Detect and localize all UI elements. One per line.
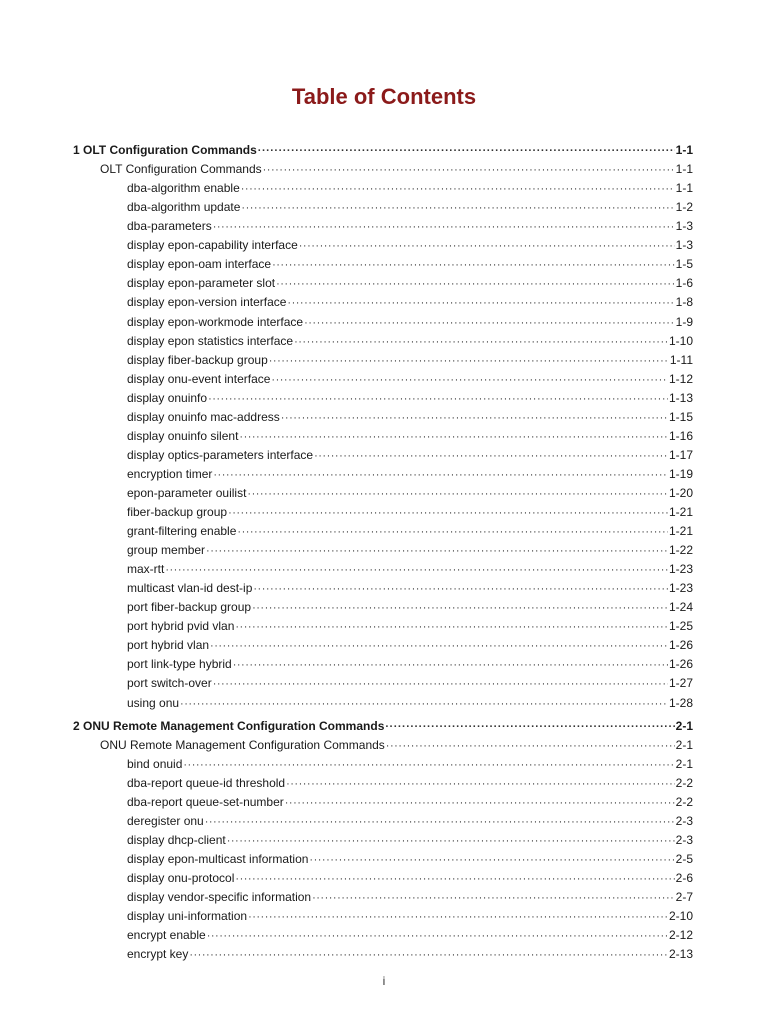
toc-entry[interactable] <box>127 256 693 272</box>
toc-dot-leader <box>228 505 668 521</box>
toc-entry-label: using onu <box>127 695 180 710</box>
toc-entry[interactable] <box>127 889 693 905</box>
page-title: Table of Contents <box>291 84 477 109</box>
toc-dot-leader <box>237 524 668 540</box>
toc-dot-leader <box>210 638 668 654</box>
toc-entry-label: port hybrid vlan <box>127 638 210 653</box>
toc-dot-leader <box>271 372 668 388</box>
toc-entry-page: 2-6 <box>675 870 693 885</box>
toc-entry[interactable] <box>127 523 693 539</box>
toc-entry-label: display epon-capability interface <box>127 238 298 253</box>
toc-entry[interactable] <box>127 832 693 848</box>
toc-entry-page: 1-2 <box>675 200 693 215</box>
toc-entry-page: 1-17 <box>668 447 693 462</box>
toc-entry[interactable] <box>127 675 693 691</box>
toc-entry[interactable] <box>127 237 693 253</box>
toc-entry[interactable] <box>127 333 693 349</box>
toc-entry-label: port link-type hybrid <box>127 657 232 672</box>
toc-dot-leader <box>208 391 668 407</box>
toc-dot-leader <box>233 657 668 673</box>
toc-entry-label: port fiber-backup group <box>127 600 252 615</box>
toc-dot-leader <box>205 814 675 830</box>
toc-entry[interactable] <box>127 908 693 924</box>
toc-entry-page: 1-23 <box>668 562 693 577</box>
toc-entry-page: 1-1 <box>675 181 693 196</box>
toc-dot-leader <box>272 257 675 273</box>
toc-dot-leader <box>241 200 674 216</box>
toc-entry-page: 1-24 <box>668 600 693 615</box>
toc-entry-page: 2-10 <box>668 909 693 923</box>
toc-entry-label: bind onuid <box>127 756 183 771</box>
toc-entry-label: display epon statistics interface <box>127 333 294 348</box>
toc-entry-label: display onu-event interface <box>127 371 271 386</box>
toc-entry[interactable] <box>127 946 693 962</box>
toc-entry-page: 2-1 <box>675 718 693 733</box>
toc-entry-page: 2-7 <box>675 889 693 904</box>
toc-entry[interactable] <box>127 542 693 558</box>
toc-dot-leader <box>281 410 668 426</box>
toc-entry-page: 1-19 <box>668 466 693 481</box>
toc-entry-label: display onu-protocol <box>127 870 235 885</box>
toc-entry-page: 2-3 <box>675 813 693 828</box>
toc-entry[interactable] <box>127 485 693 501</box>
toc-entry-page: 2-1 <box>675 756 693 771</box>
toc-entry-label: display optics-parameters interface <box>127 447 314 462</box>
toc-entry-label: display epon-multicast information <box>127 851 309 866</box>
toc-entry-page: 1-13 <box>668 390 693 405</box>
toc-dot-leader <box>285 795 675 811</box>
toc-entry[interactable] <box>127 561 693 577</box>
toc-entry-page: 1-26 <box>668 657 693 672</box>
toc-entry[interactable] <box>127 428 693 444</box>
toc-entry[interactable] <box>127 199 693 215</box>
toc-entry-label: grant-filtering enable <box>127 524 237 538</box>
toc-entry[interactable] <box>100 737 693 753</box>
toc-entry-label: 2 ONU Remote Management Configuration Commands <box>73 718 385 733</box>
toc-entry[interactable] <box>73 718 693 734</box>
toc-dot-leader <box>286 776 675 792</box>
toc-entry[interactable] <box>127 447 693 463</box>
toc-dot-leader <box>253 581 668 597</box>
toc-dot-leader <box>276 276 675 292</box>
toc-dot-leader <box>206 543 668 559</box>
toc-entry-page: 1-12 <box>668 371 693 386</box>
toc-entry-label: display onuinfo silent <box>127 428 239 443</box>
toc-dot-leader <box>207 928 668 944</box>
toc-entry-page: 1-26 <box>668 638 693 653</box>
toc-entry-page: 1-23 <box>668 581 693 596</box>
toc-dot-leader <box>248 909 668 925</box>
toc-entry-label: dba-report queue-set-number <box>127 794 284 809</box>
toc-entry-page: 1-3 <box>675 238 693 253</box>
toc-entry[interactable] <box>127 618 693 634</box>
toc-dot-leader <box>247 486 668 502</box>
toc-entry-page: 1-3 <box>675 219 693 234</box>
toc-entry-page: 2-12 <box>668 928 693 942</box>
toc-dot-leader <box>213 676 668 692</box>
toc-entry-page: 1-21 <box>668 524 693 538</box>
toc-entry-label: display epon-parameter slot <box>127 276 276 291</box>
toc-entry[interactable] <box>127 218 693 234</box>
toc-entry-page: 1-20 <box>668 485 693 500</box>
toc-dot-leader <box>386 738 675 754</box>
toc-entry-label: max-rtt <box>127 562 165 577</box>
toc-entry[interactable] <box>100 161 693 177</box>
toc-entry-page: 2-2 <box>675 775 693 790</box>
toc-entry-page: 1-16 <box>668 428 693 443</box>
toc-entry-label: OLT Configuration Commands <box>100 162 262 177</box>
toc-entry-label: multicast vlan-id dest-ip <box>127 581 253 596</box>
toc-entry[interactable] <box>127 813 693 829</box>
toc-entry-page: 1-11 <box>669 352 693 367</box>
toc-dot-leader <box>304 315 675 331</box>
toc-dot-leader <box>299 238 675 254</box>
toc-entry-label: display fiber-backup group <box>127 352 268 367</box>
toc-entry-page: 1-1 <box>675 143 693 157</box>
toc-entry[interactable] <box>127 275 693 291</box>
toc-entry-label: display epon-workmode interface <box>127 314 304 329</box>
toc-entry-page: 2-5 <box>675 851 693 866</box>
toc-entry-label: ONU Remote Management Configuration Commands <box>100 737 385 752</box>
toc-entry[interactable] <box>127 352 693 368</box>
toc-dot-leader <box>312 890 675 906</box>
toc-entry-label: encrypt enable <box>127 928 206 942</box>
toc-entry[interactable] <box>127 294 693 310</box>
toc-entry[interactable] <box>127 756 693 772</box>
toc-entry-page: 1-6 <box>675 276 693 291</box>
toc-entry-label: encryption timer <box>127 466 213 481</box>
toc-entry-label: encrypt key <box>127 947 189 962</box>
toc-dot-leader <box>180 696 668 712</box>
toc-dot-leader <box>227 833 675 849</box>
toc-dot-leader <box>252 600 668 616</box>
toc-entry-page: 1-5 <box>675 257 693 272</box>
toc-entry[interactable] <box>73 142 693 158</box>
toc-entry[interactable] <box>127 599 693 615</box>
toc-entry-page: 1-25 <box>668 619 693 634</box>
toc-entry[interactable] <box>127 927 693 943</box>
toc-entry[interactable] <box>127 851 693 867</box>
toc-entry-label: display dhcp-client <box>127 832 226 847</box>
toc-dot-leader <box>263 162 675 178</box>
toc-dot-leader <box>239 429 668 445</box>
toc-entry[interactable] <box>127 466 693 482</box>
toc-entry-page: 2-13 <box>668 947 693 962</box>
toc-entry-label: epon-parameter ouilist <box>127 485 247 500</box>
toc-entry-page: 1-1 <box>675 162 693 177</box>
toc-dot-leader <box>269 353 669 369</box>
toc-entry[interactable] <box>127 580 693 596</box>
toc-entry-label: dba-parameters <box>127 219 212 234</box>
toc-entry-label: port switch-over <box>127 676 212 691</box>
toc-dot-leader <box>309 852 674 868</box>
toc-entry[interactable] <box>127 409 693 425</box>
page-number: i <box>382 974 386 988</box>
toc-dot-leader <box>314 448 668 464</box>
toc-entry-label: display onuinfo mac-address <box>127 409 280 424</box>
toc-entry[interactable] <box>127 314 693 330</box>
toc-dot-leader <box>165 562 668 578</box>
toc-entry-page: 1-15 <box>668 409 693 424</box>
toc-entry-page: 1-27 <box>668 676 693 691</box>
toc-entry-page: 1-21 <box>668 505 693 519</box>
toc-entry[interactable] <box>127 870 693 886</box>
toc-entry-label: display uni-information <box>127 909 248 923</box>
toc-entry-page: 1-22 <box>668 543 693 558</box>
toc-dot-leader <box>235 619 668 635</box>
toc-entry-label: 1 OLT Configuration Commands <box>73 143 257 157</box>
toc-dot-leader <box>189 947 668 963</box>
toc-entry-label: display epon-oam interface <box>127 257 272 272</box>
toc-entry-label: display onuinfo <box>127 390 208 405</box>
toc-dot-leader <box>294 334 668 350</box>
toc-entry-page: 1-8 <box>675 295 693 310</box>
toc-entry-label: dba-algorithm update <box>127 200 241 215</box>
toc-dot-leader <box>258 143 675 159</box>
toc-entry[interactable] <box>127 775 693 791</box>
toc-dot-leader <box>213 467 668 483</box>
toc-entry[interactable] <box>127 656 693 672</box>
toc-entry[interactable] <box>127 695 693 711</box>
toc-dot-leader <box>183 757 674 773</box>
toc-entry-page: 1-28 <box>668 695 693 710</box>
toc-entry[interactable] <box>127 504 693 520</box>
toc-entry[interactable] <box>127 371 693 387</box>
toc-entry-label: port hybrid pvid vlan <box>127 619 235 634</box>
toc-entry-label: deregister onu <box>127 813 204 828</box>
toc-entry[interactable] <box>127 637 693 653</box>
toc-entry-label: group member <box>127 543 206 558</box>
toc-dot-leader <box>213 219 675 235</box>
toc-entry-page: 2-1 <box>675 737 693 752</box>
toc-entry-label: display epon-version interface <box>127 295 287 310</box>
toc-entry[interactable] <box>127 794 693 810</box>
toc-entry-page: 2-3 <box>675 832 693 847</box>
toc-entry-page: 1-9 <box>675 314 693 329</box>
toc-entry-label: dba-report queue-id threshold <box>127 775 286 790</box>
toc-entry-page: 2-2 <box>675 794 693 809</box>
toc-dot-leader <box>241 181 675 197</box>
toc-entry-page: 1-10 <box>668 333 693 348</box>
toc-entry[interactable] <box>127 390 693 406</box>
toc-dot-leader <box>287 295 674 311</box>
toc-entry-label: fiber-backup group <box>127 505 228 519</box>
toc-dot-leader <box>385 719 674 735</box>
toc-entry-label: display vendor-specific information <box>127 889 312 904</box>
toc-entry[interactable] <box>127 180 693 196</box>
toc-entry-label: dba-algorithm enable <box>127 181 240 196</box>
toc-dot-leader <box>235 871 674 887</box>
